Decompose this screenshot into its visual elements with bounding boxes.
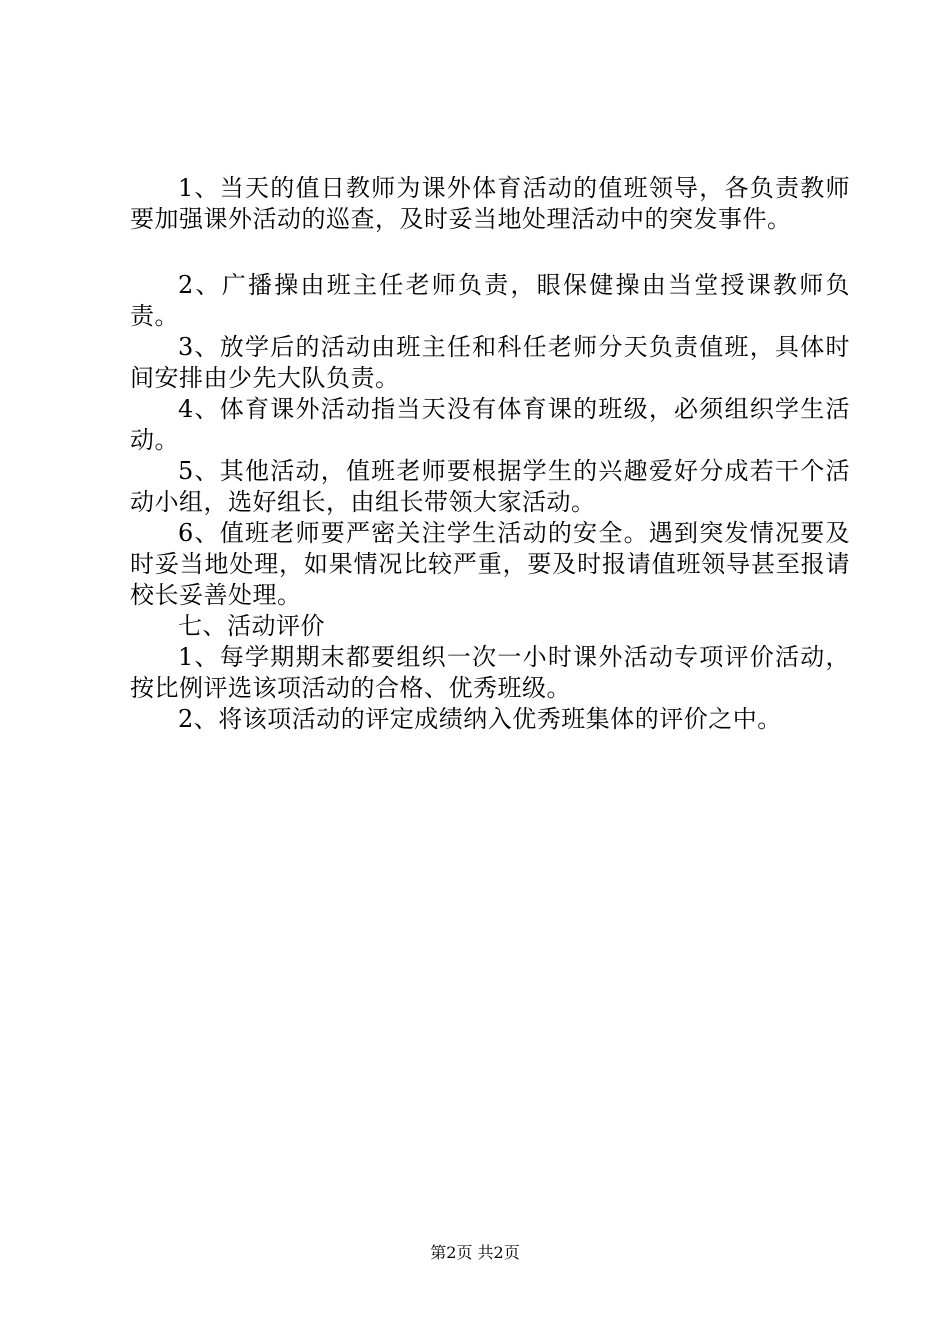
paragraph-score-inclusion: 2、将该项活动的评定成绩纳入优秀班集体的评价之中。	[178, 705, 782, 733]
paragraph-term-evaluation: 1、每学期期末都要组织一次一小时课外活动专项评价活动，按比例评选该项活动的合格、优秀班级。	[130, 643, 850, 702]
page-number-footer: 第2页 共2页	[430, 1243, 520, 1262]
document-body	[130, 173, 850, 735]
paragraph-pe-activity: 4、体育课外活动指当天没有体育课的班级，必须组织学生活动。	[130, 395, 850, 454]
paragraph-exercise-duty: 2、广播操由班主任老师负责，眼保健操由当堂授课教师负责。	[130, 271, 850, 330]
paragraph-safety: 6、值班老师要严密关注学生活动的安全。遇到突发情况要及时妥当地处理，如果情况比较严重，要及时报请值班领导甚至报请校长妥善处理。	[130, 519, 850, 609]
section-heading-evaluation: 七、活动评价	[178, 612, 325, 640]
paragraph-duty-leader: 1、当天的值日教师为课外体育活动的值班领导，各负责教师要加强课外活动的巡查，及时妥当地处理活动中的突发事件。	[130, 174, 850, 233]
paragraph-after-school: 3、放学后的活动由班主任和科任老师分天负责值班，具体时间安排由少先大队负责。	[130, 333, 850, 392]
paragraph-other-activities: 5、其他活动，值班老师要根据学生的兴趣爱好分成若干个活动小组，选好组长，由组长带领大家活动。	[130, 457, 850, 516]
